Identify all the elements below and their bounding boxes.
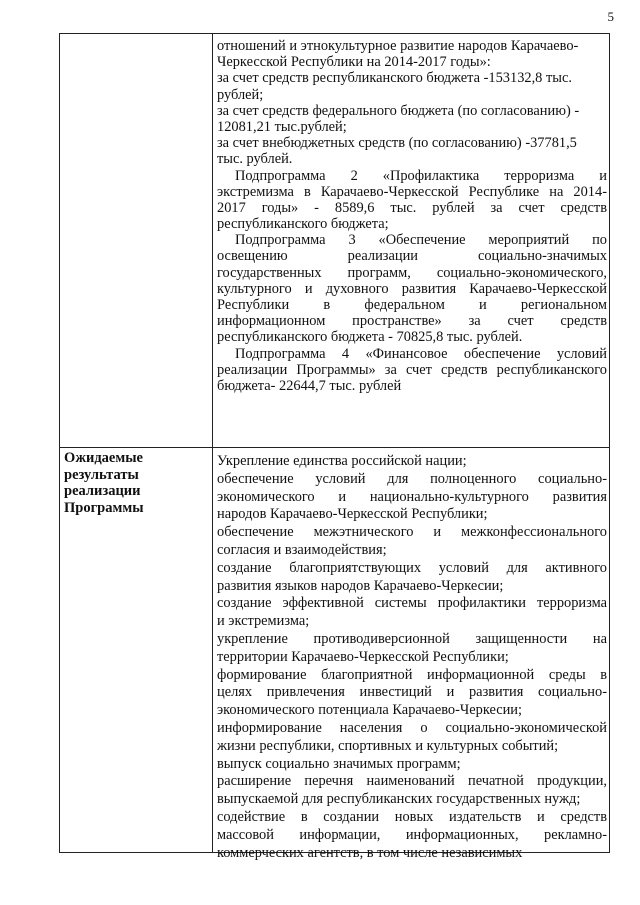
- expected-results-text-cell: [217, 453, 607, 862]
- row-divider: [60, 447, 609, 448]
- text-line: Подпрограмма 4 «Финансовое обеспечение условий: [235, 345, 607, 362]
- text-line: экономического и национально-культурного развития: [217, 488, 607, 505]
- text-line: за счет внебюджетных средств (по согласованию) -37781,5: [217, 135, 577, 152]
- text-line: республиканского бюджета - 70825,8 тыс. рублей.: [217, 329, 523, 346]
- program-table: [59, 33, 610, 861]
- text-line: культурного и духовного развития Карачаево-Черкесской: [217, 280, 607, 297]
- text-line: информирование населения о социально-экономической: [217, 719, 607, 736]
- text-line: реализации Программы» за счет средств республиканского: [217, 361, 607, 378]
- funding-text-cell: [217, 38, 607, 394]
- column-divider: [212, 34, 213, 852]
- text-line: целях привлечения инвестиций и развития социально-: [217, 684, 607, 701]
- text-line: экстремизма в Карачаево-Черкесской Республике на 2014-: [217, 183, 607, 200]
- text-line: выпускаемой для республиканских государственных нужд;: [217, 791, 581, 808]
- text-line: жизни республики, спортивных и культурных событий;: [217, 737, 559, 754]
- text-line: государственных программ, социально-экономического,: [217, 264, 607, 281]
- label-line: результаты: [64, 466, 139, 483]
- text-line: выпуск социально значимых программ;: [217, 755, 461, 772]
- text-line: экономического потенциала Карачаево-Черкесии;: [217, 702, 522, 719]
- text-line: 12081,21 тыс.рублей;: [217, 118, 347, 135]
- text-line: создание эффективной системы профилактики терроризма: [217, 595, 607, 612]
- text-line: укрепление противодиверсионной защищенности на: [217, 630, 607, 647]
- text-line: информационном пространстве» за счет средств: [217, 313, 607, 330]
- text-line: Республики в федеральном и региональном: [217, 297, 607, 313]
- text-line: развития языков народов Карачаево-Черкесии;: [217, 577, 504, 594]
- text-line: отношений и этнокультурное развитие народов Карачаево-: [217, 38, 579, 54]
- text-line: Подпрограмма 2 «Профилактика терроризма и: [235, 167, 607, 184]
- label-line: Ожидаемые: [64, 450, 143, 466]
- text-line: формирование благоприятной информационной среды в: [217, 666, 607, 683]
- text-line: Укрепление единства российской нации;: [217, 453, 467, 469]
- label-line: реализации: [64, 483, 141, 499]
- expected-results-label: [64, 450, 208, 516]
- text-line: 2017 годы» - 8589,6 тыс. рублей за счет средств: [217, 199, 607, 216]
- text-line: содействие в создании новых издательств и средств: [217, 808, 607, 825]
- text-line: коммерческих агентств, в том числе независимых: [217, 844, 523, 861]
- text-line: тыс. рублей.: [217, 151, 293, 168]
- text-line: рублей;: [217, 86, 264, 103]
- text-line: бюджета- 22644,7 тыс. рублей: [217, 377, 402, 394]
- text-line: Черкесской Республики на 2014-2017 годы»:: [217, 54, 491, 71]
- text-line: обеспечение межэтнического и межконфессионального: [217, 524, 607, 541]
- page-number: 5: [607, 9, 614, 24]
- text-line: республиканского бюджета;: [217, 216, 389, 233]
- text-line: освещению реализации социально-значимых: [217, 248, 607, 265]
- text-line: и экстремизма;: [217, 613, 310, 630]
- text-line: согласия и взаимодействия;: [217, 541, 387, 558]
- label-line: Программы: [64, 499, 144, 516]
- text-line: народов Карачаево-Черкесской Республики;: [217, 506, 488, 523]
- text-line: обеспечение условий для полноценного социально-: [217, 470, 607, 487]
- text-line: расширение перечня наименований печатной продукции,: [217, 773, 607, 790]
- text-line: массовой информации, информационных, рекламно-: [217, 826, 607, 843]
- text-line: за счет средств федерального бюджета (по согласованию) -: [217, 102, 580, 119]
- text-line: Подпрограмма 3 «Обеспечение мероприятий по: [235, 232, 607, 249]
- text-line: за счет средств республиканского бюджета -153132,8 тыс.: [217, 70, 572, 87]
- text-line: создание благоприятствующих условий для активного: [217, 559, 607, 576]
- text-line: территории Карачаево-Черкесской Республики;: [217, 648, 509, 665]
